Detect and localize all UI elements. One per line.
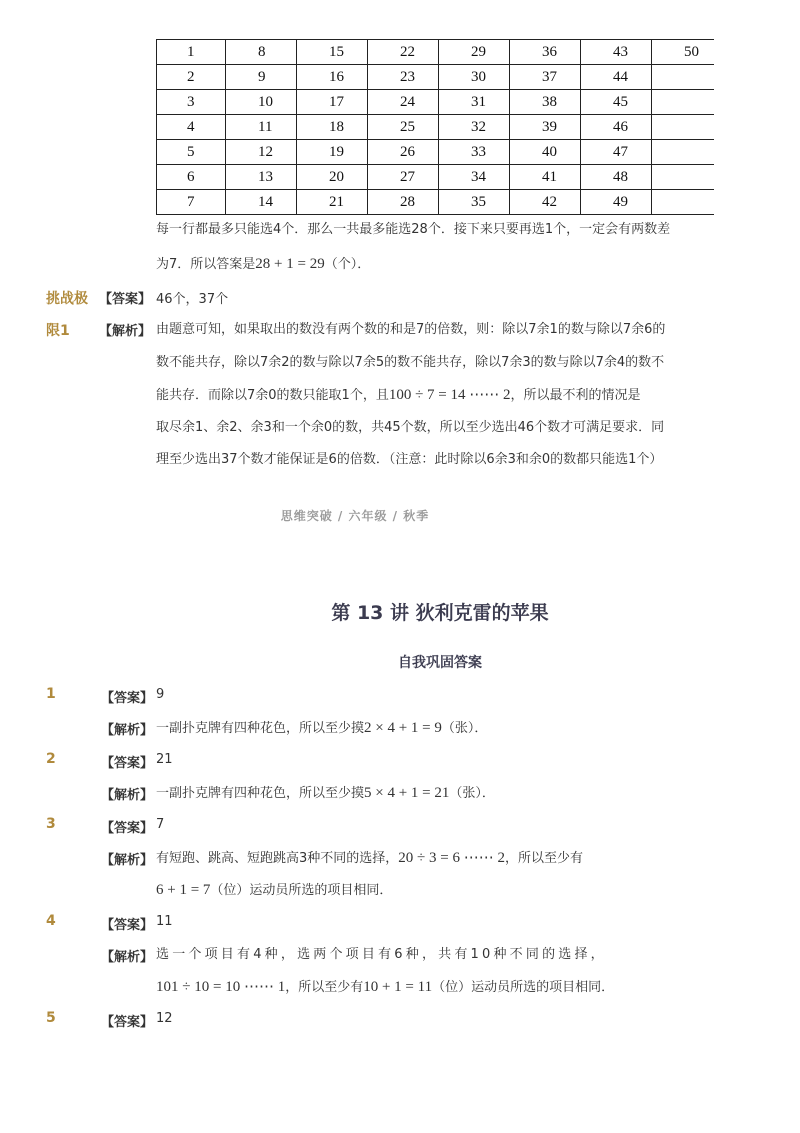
lecture-title: 第 13 讲 狄利克雷的苹果 — [331, 602, 549, 624]
q1-answer: 9 — [156, 687, 165, 702]
section-title: 自我巩固答案 — [398, 655, 482, 671]
table-cell: 3 — [157, 90, 226, 115]
table-cell: 20 — [297, 165, 368, 190]
table-cell: 37 — [510, 65, 581, 90]
table-row — [157, 165, 715, 190]
table-cell: 26 — [368, 140, 439, 165]
table-cell: 17 — [297, 90, 368, 115]
table-cell: 43 — [581, 40, 652, 65]
table-cell: 18 — [297, 115, 368, 140]
table-cell: 33 — [439, 140, 510, 165]
q2-answer: 21 — [156, 752, 173, 767]
q1-analysis-tag: 【解析】 — [101, 723, 154, 738]
table-cell: 29 — [439, 40, 510, 65]
prev-solution-line2: 为7．所以答案是28 + 1 = 29（个）． — [156, 256, 371, 272]
table-cell: 31 — [439, 90, 510, 115]
table-cell: 23 — [368, 65, 439, 90]
number-grid-table — [156, 39, 714, 215]
challenge-analysis-line4: 取尽余1、余2、余3和一个余0的数，共45个数，所以至少选出46个数才可满足要求．同 — [156, 420, 665, 435]
table-cell: 1 — [157, 40, 226, 65]
q3-analysis-line2: 6 + 1 = 7（位）运动员所选的项目相同． — [156, 882, 393, 898]
table-cell: 2 — [157, 65, 226, 90]
table-cell: 12 — [226, 140, 297, 165]
q4-analysis-tag: 【解析】 — [101, 950, 154, 965]
challenge-label-line1: 挑战极 — [46, 291, 88, 307]
challenge-analysis-line5: 理至少选出37个数才能保证是6的倍数．（注意：此时除以6余3和余0的数都只能选1个） — [156, 452, 663, 467]
table-cell: 11 — [226, 115, 297, 140]
q1-answer-tag: 【答案】 — [101, 691, 154, 706]
prev-solution-line1: 每一行都最多只能选4个．那么一共最多能选28个．接下来只要再选1个，一定会有两数差 — [156, 222, 671, 237]
q4-answer-tag: 【答案】 — [101, 918, 154, 933]
q1-analysis: 一副扑克牌有四种花色，所以至少摸2 × 4 + 1 = 9（张）． — [156, 720, 488, 736]
table-cell: 6 — [157, 165, 226, 190]
table-cell: 13 — [226, 165, 297, 190]
table-cell: 39 — [510, 115, 581, 140]
challenge-analysis-line3: 能共存．而除以7余0的数只能取1个，且100 ÷ 7 = 14 ⋯⋯ 2，所以最不利的情况是 — [156, 387, 641, 403]
table-row — [157, 140, 715, 165]
q2-analysis: 一副扑克牌有四种花色，所以至少摸5 × 4 + 1 = 21（张）． — [156, 785, 495, 801]
table-cell: 24 — [368, 90, 439, 115]
challenge-analysis-tag: 【解析】 — [99, 324, 152, 339]
question-number-1: 1 — [46, 686, 56, 702]
table-cell: 9 — [226, 65, 297, 90]
table-cell: 35 — [439, 190, 510, 215]
question-number-4: 4 — [46, 913, 56, 929]
q4-analysis-line1: 选一个项目有4种，选两个项目有6种，共有10种不同的选择， — [156, 947, 607, 962]
table-cell: 4 — [157, 115, 226, 140]
table-cell: 44 — [581, 65, 652, 90]
table-cell: 46 — [581, 115, 652, 140]
question-number-2: 2 — [46, 751, 56, 767]
table-cell — [652, 165, 715, 190]
q5-answer: 12 — [156, 1011, 173, 1026]
table-cell: 21 — [297, 190, 368, 215]
table-cell: 10 — [226, 90, 297, 115]
challenge-answer-tag: 【答案】 — [99, 292, 152, 307]
table-cell: 15 — [297, 40, 368, 65]
q4-answer: 11 — [156, 914, 173, 929]
table-row — [157, 90, 715, 115]
challenge-label-line2: 限1 — [46, 323, 70, 339]
q3-analysis-tag: 【解析】 — [101, 853, 154, 868]
table-cell: 45 — [581, 90, 652, 115]
table-cell: 42 — [510, 190, 581, 215]
table-cell: 32 — [439, 115, 510, 140]
table-row — [157, 190, 715, 215]
table-cell — [652, 90, 715, 115]
table-cell: 30 — [439, 65, 510, 90]
table-cell: 48 — [581, 165, 652, 190]
table-cell — [652, 140, 715, 165]
challenge-analysis-line1: 由题意可知，如果取出的数没有两个数的和是7的倍数，则：除以7余1的数与除以7余6的 — [156, 322, 666, 337]
table-cell: 27 — [368, 165, 439, 190]
q5-answer-tag: 【答案】 — [101, 1015, 154, 1030]
q2-analysis-tag: 【解析】 — [101, 788, 154, 803]
table-cell: 25 — [368, 115, 439, 140]
q4-analysis-line2: 101 ÷ 10 = 10 ⋯⋯ 1，所以至少有10 + 1 = 11（位）运动员所选的项目相同． — [156, 979, 615, 995]
table-cell: 40 — [510, 140, 581, 165]
table-cell: 16 — [297, 65, 368, 90]
table-cell: 14 — [226, 190, 297, 215]
question-number-3: 3 — [46, 816, 56, 832]
q3-analysis-line1: 有短跑、跳高、短跑跳高3种不同的选择，20 ÷ 3 = 6 ⋯⋯ 2，所以至少有 — [156, 850, 583, 866]
table-cell: 19 — [297, 140, 368, 165]
table-row — [157, 65, 715, 90]
q3-answer: 7 — [156, 817, 165, 832]
table-cell: 5 — [157, 140, 226, 165]
table-cell: 38 — [510, 90, 581, 115]
challenge-answer: 46个，37个 — [156, 292, 229, 307]
table-cell — [652, 65, 715, 90]
q3-answer-tag: 【答案】 — [101, 821, 154, 836]
table-row — [157, 40, 715, 65]
table-cell: 49 — [581, 190, 652, 215]
table-row — [157, 115, 715, 140]
table-cell: 8 — [226, 40, 297, 65]
table-cell: 7 — [157, 190, 226, 215]
table-cell: 41 — [510, 165, 581, 190]
table-cell: 28 — [368, 190, 439, 215]
table-cell: 34 — [439, 165, 510, 190]
page-footer: 思维突破 / 六年级 / 秋季 — [280, 509, 430, 523]
table-cell — [652, 190, 715, 215]
challenge-analysis-line2: 数不能共存，除以7余2的数与除以7余5的数不能共存，除以7余3的数与除以7余4的数不 — [156, 355, 665, 370]
table-cell: 36 — [510, 40, 581, 65]
table-cell: 47 — [581, 140, 652, 165]
q2-answer-tag: 【答案】 — [101, 756, 154, 771]
table-cell: 50 — [652, 40, 715, 65]
question-number-5: 5 — [46, 1010, 56, 1026]
table-cell — [652, 115, 715, 140]
table-cell: 22 — [368, 40, 439, 65]
